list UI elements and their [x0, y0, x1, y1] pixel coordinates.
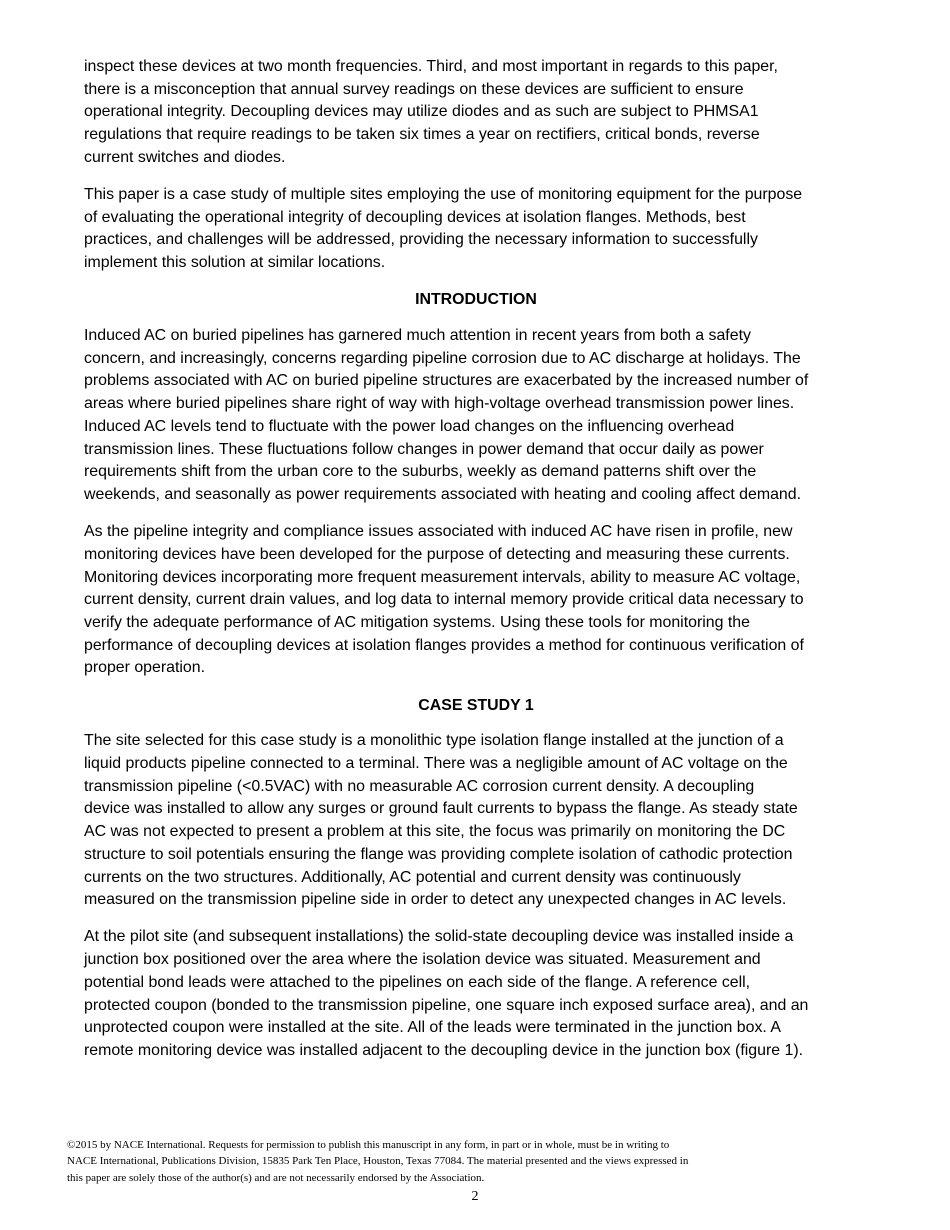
page-number: 2 [471, 1189, 479, 1204]
heading-introduction: INTRODUCTION [415, 291, 537, 309]
paragraph-decoupling-inspection: inspect these devices at two month frequencies. Third, and most important in regards to this paper, there is a misconception that annual survey readings on these devices are sufficient to ensure operational integrity. Decoupling devices may utilize diodes and as such are subject to PHMSA1 regulations that require readings to be taken six times a year on rectifiers, critical bonds, reverse current switches and diodes. [84, 58, 778, 166]
paragraph-site-selection: The site selected for this case study is a monolithic type isolation flange installed at the junction of a liquid products pipeline connected to a terminal. There was a negligible amount of AC voltage on the transmission pipeline (<0.5VAC) with no measurable AC corrosion current density. A decoupling device was installed to allow any surges or ground fault currents to bypass the flange. As steady state AC was not expected to present a problem at this site, the focus was primarily on monitoring the DC structure to soil potentials ensuring the flange was providing complete isolation of cathodic protection currents on the two structures. Additionally, AC potential and current density was continuously measured on the transmission pipeline side in order to detect any unexpected changes in AC levels. [84, 732, 798, 909]
body-text [84, 56, 868, 1077]
paragraph-pilot-site: At the pilot site (and subsequent installations) the solid-state decoupling device was installed inside a junction box positioned over the area where the isolation device was situated. Measurement and potential bond leads were attached to the pipelines on each side of the flange. A reference cell, protected coupon (bonded to the transmission pipeline, one square inch exposed surface area), and an unprotected coupon were installed at the site. All of the leads were terminated in the junction box. A remote monitoring device was installed adjacent to the decoupling device in the junction box (figure 1). [84, 928, 809, 1059]
heading-case-study-1: CASE STUDY 1 [418, 696, 534, 714]
paragraph-monitoring-devices: As the pipeline integrity and compliance issues associated with induced AC have risen in profile, new monitoring devices have been developed for the purpose of detecting and measuring these currents. Monitoring devices incorporating more frequent measurement intervals, ability to measure AC voltage, current density, current drain values, and log data to internal memory provide critical data necessary to verify the adequate performance of AC mitigation systems. Using these tools for monitoring the performance of decoupling devices at isolation flanges provides a method for continuous verification of proper operation. [84, 523, 804, 677]
paragraph-paper-scope: This paper is a case study of multiple sites employing the use of monitoring equipment for the purpose of evaluating the operational integrity of decoupling devices at isolation flanges. Methods, best practices, and challenges will be addressed, providing the necessary information to successfully implement this solution at similar locations. [84, 186, 803, 272]
copyright-footer: ©2015 by NACE International. Requests for permission to publish this manuscript in any form, in part or in whole, must be in writing to NACE International, Publications Division, 15835 Park Ten Place, Houston, Texas 77084. The material presented and the views expressed in this paper are solely those of the author(s) and are not necessarily endorsed by the Association. [67, 1139, 689, 1184]
paragraph-induced-ac: Induced AC on buried pipelines has garnered much attention in recent years from both a safety concern, and increasingly, concerns regarding pipeline corrosion due to AC discharge at holidays. The problems associated with AC on buried pipeline structures are exacerbated by the increased number of areas where buried pipelines share right of way with high-voltage overhead transmission power lines. Induced AC levels tend to fluctuate with the power load changes on the influencing overhead transmission lines. These fluctuations follow changes in power demand that occur daily as power requirements shift from the urban core to the suburbs, weekly as demand patterns shift over the weekends, and seasonally as power requirements associated with heating and cooling affect demand. [84, 327, 809, 503]
